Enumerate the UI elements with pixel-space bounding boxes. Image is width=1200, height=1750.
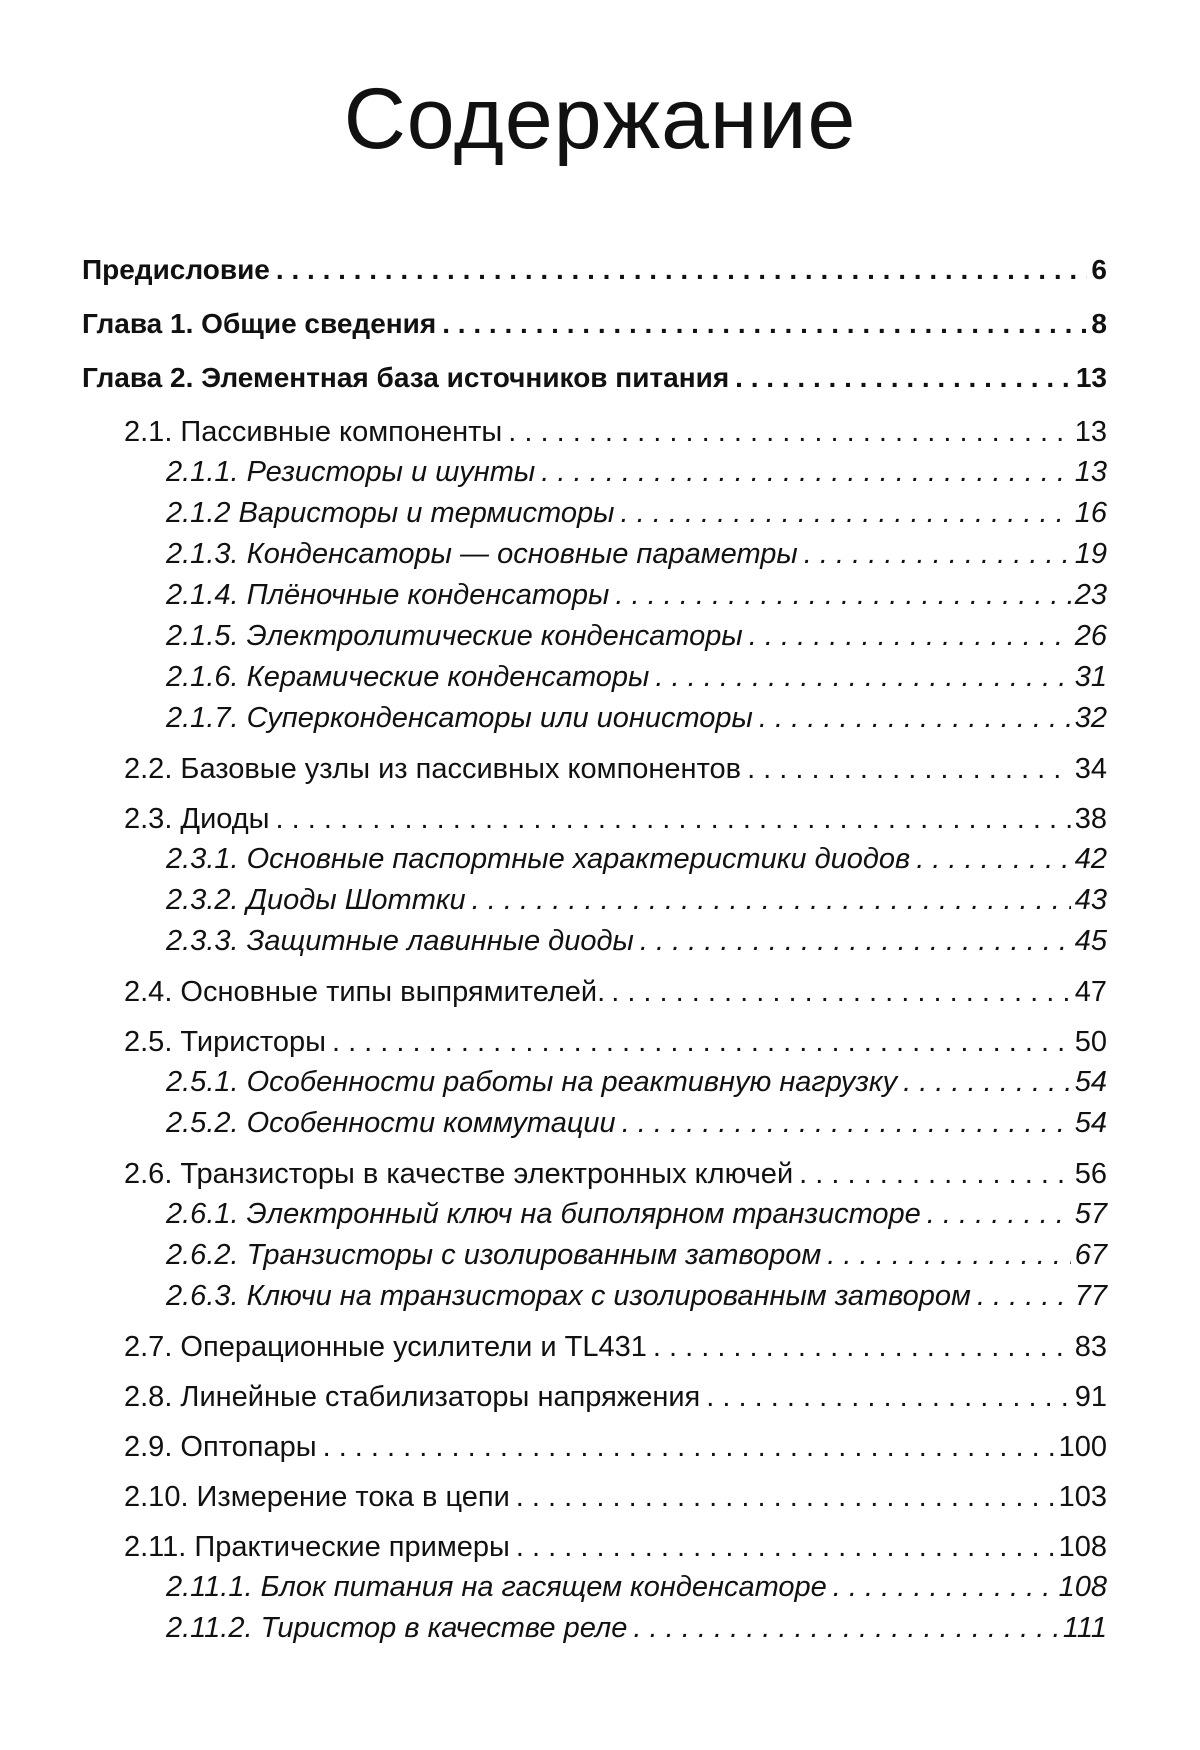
toc-page-number: 103 [1058,1481,1107,1513]
toc-page-number: 54 [1074,1107,1107,1139]
dot-leader [276,799,1071,839]
toc-section-entry [82,1427,1107,1467]
toc-page-number: 13 [1074,416,1107,448]
toc-section-entry [82,799,1107,839]
dot-leader [611,972,1071,1012]
toc-subsection-entry [82,1062,1107,1103]
toc-subsection-entry [82,1608,1107,1649]
toc-page-number: 45 [1074,925,1107,957]
toc-page-number: 108 [1058,1571,1107,1603]
toc-page-number: 47 [1074,976,1107,1008]
toc-section-entry [82,1527,1107,1567]
dot-leader [977,1276,1071,1316]
dot-leader [747,749,1071,789]
toc-page-number: 26 [1074,620,1107,652]
dot-leader [276,250,1088,290]
toc-entry-title: 2.2. Базовые узлы из пассивных компонентов [124,753,742,785]
toc-entry-title: 2.6. Транзисторы в качестве электронных ключей [124,1158,794,1190]
toc-subsection-entry [82,839,1107,880]
dot-leader [541,452,1070,492]
toc-section-entry [82,1022,1107,1062]
toc-entry-title: 2.3. Диоды [124,803,270,835]
toc-page-number: 13 [1074,456,1107,488]
toc-subsection-entry [82,698,1107,739]
toc-entry-title: 2.1.1. Резисторы и шунты [166,456,536,488]
dot-leader [332,1022,1071,1062]
dot-leader [903,1062,1071,1102]
toc-chapter-entry [82,304,1107,358]
dot-leader [916,839,1071,879]
toc-entry-title: 2.4. Основные типы выпрямителей. [124,976,606,1008]
toc-entry-title: 2.11.1. Блок питания на гасящем конденсаторе [166,1571,827,1603]
toc-page-number: 8 [1091,308,1107,339]
dot-leader [442,304,1087,344]
toc-section-entry [82,749,1107,789]
toc-entry-title: 2.1.7. Суперконденсаторы или ионисторы [166,702,753,734]
toc-page-number: 83 [1074,1331,1107,1363]
dot-leader [749,616,1071,656]
dot-leader [804,534,1071,574]
toc-section-entry [82,1477,1107,1517]
dot-leader [622,1103,1071,1143]
toc-entry-title: Предисловие [82,254,270,285]
toc-entry-title: 2.10. Измерение тока в цепи [124,1481,510,1513]
dot-leader [799,1154,1071,1194]
dot-leader [615,575,1070,615]
toc-page-number: 38 [1074,803,1107,835]
dot-leader [633,1608,1059,1648]
toc-subsection-entry [82,493,1107,534]
table-of-contents [82,250,1107,1649]
toc-page-number: 77 [1074,1280,1107,1312]
toc-entry-title: 2.6.1. Электронный ключ на биполярном транзисторе [166,1198,921,1230]
toc-page-number: 32 [1074,702,1107,734]
dot-leader [640,921,1071,961]
toc-page-number: 91 [1074,1381,1107,1413]
toc-page-number: 42 [1074,843,1107,875]
toc-subsection-entry [82,1276,1107,1317]
toc-section-entry [82,1377,1107,1417]
dot-leader [620,493,1070,533]
toc-section-entry [82,1327,1107,1367]
toc-page-number: 108 [1058,1531,1107,1563]
dot-leader [653,1327,1071,1367]
toc-subsection-entry [82,1567,1107,1608]
toc-subsection-entry [82,616,1107,657]
toc-entry-title: 2.3.2. Диоды Шоттки [166,884,466,916]
dot-leader [323,1427,1055,1467]
toc-entry-title: 2.11.2. Тиристор в качестве реле [166,1612,628,1644]
toc-page-number: 54 [1074,1066,1107,1098]
toc-entry-title: 2.3.1. Основные паспортные характеристики диодов [166,843,911,875]
toc-page-number: 16 [1074,497,1107,529]
toc-entry-title: 2.8. Линейные стабилизаторы напряжения [124,1381,701,1413]
toc-entry-title: 2.1.4. Плёночные конденсаторы [166,579,610,611]
toc-section-entry [82,1154,1107,1194]
toc-entry-title: 2.5.1. Особенности работы на реактивную нагрузку [166,1066,898,1098]
toc-page-number: 19 [1074,538,1107,570]
toc-entry-title: Глава 1. Общие сведения [82,308,437,339]
toc-page-number: 56 [1074,1158,1107,1190]
dot-leader [516,1527,1055,1567]
dot-leader [759,698,1071,738]
toc-subsection-entry [82,1103,1107,1144]
toc-entry-title: 2.1.2 Варисторы и термисторы [166,497,615,529]
toc-page-number: 67 [1074,1239,1107,1271]
toc-chapter-entry [82,250,1107,304]
toc-subsection-entry [82,1235,1107,1276]
toc-entry-title: 2.1.5. Электролитические конденсаторы [166,620,743,652]
toc-chapter-entry [82,358,1107,412]
toc-page-number: 50 [1074,1026,1107,1058]
toc-entry-title: 2.9. Оптопары [124,1431,317,1463]
dot-leader [516,1477,1055,1517]
toc-entry-title: 2.1.3. Конденсаторы — основные параметры [166,538,798,570]
toc-subsection-entry [82,657,1107,698]
toc-page-number: 6 [1091,254,1107,285]
toc-page-number: 31 [1074,661,1107,693]
toc-entry-title: 2.6.2. Транзисторы с изолированным затвором [166,1239,822,1271]
dot-leader [735,358,1072,398]
dot-leader [827,1235,1070,1275]
toc-entry-title: 2.3.3. Защитные лавинные диоды [166,925,634,957]
toc-entry-title: 2.11. Практические примеры [124,1531,510,1563]
toc-page-number: 34 [1074,753,1107,785]
toc-page-number: 111 [1062,1612,1107,1644]
toc-entry-title: 2.7. Операционные усилители и TL431 [124,1331,647,1363]
toc-entry-title: Глава 2. Элементная база источников питания [82,362,730,393]
toc-entry-title: 2.5. Тиристоры [124,1026,326,1058]
toc-page-number: 13 [1075,362,1107,393]
dot-leader [472,880,1071,920]
toc-page-number: 57 [1074,1198,1107,1230]
toc-page-number: 43 [1074,884,1107,916]
toc-subsection-entry [82,534,1107,575]
dot-leader [927,1194,1071,1234]
toc-subsection-entry [82,575,1107,616]
dot-leader [833,1567,1055,1607]
toc-entry-title: 2.1. Пассивные компоненты [124,416,503,448]
toc-subsection-entry [82,880,1107,921]
toc-entry-title: 2.1.6. Керамические конденсаторы [166,661,650,693]
page-title: Содержание [343,71,857,167]
dot-leader [655,657,1070,697]
toc-section-entry [82,412,1107,452]
toc-subsection-entry [82,1194,1107,1235]
toc-subsection-entry [82,452,1107,493]
toc-entry-title: 2.6.3. Ключи на транзисторах с изолированным затвором [166,1280,971,1312]
dot-leader [706,1377,1070,1417]
dot-leader [508,412,1070,452]
toc-page-number: 100 [1058,1431,1107,1463]
toc-section-entry [82,972,1107,1012]
toc-page-number: 23 [1074,579,1107,611]
toc-subsection-entry [82,921,1107,962]
toc-entry-title: 2.5.2. Особенности коммутации [166,1107,616,1139]
